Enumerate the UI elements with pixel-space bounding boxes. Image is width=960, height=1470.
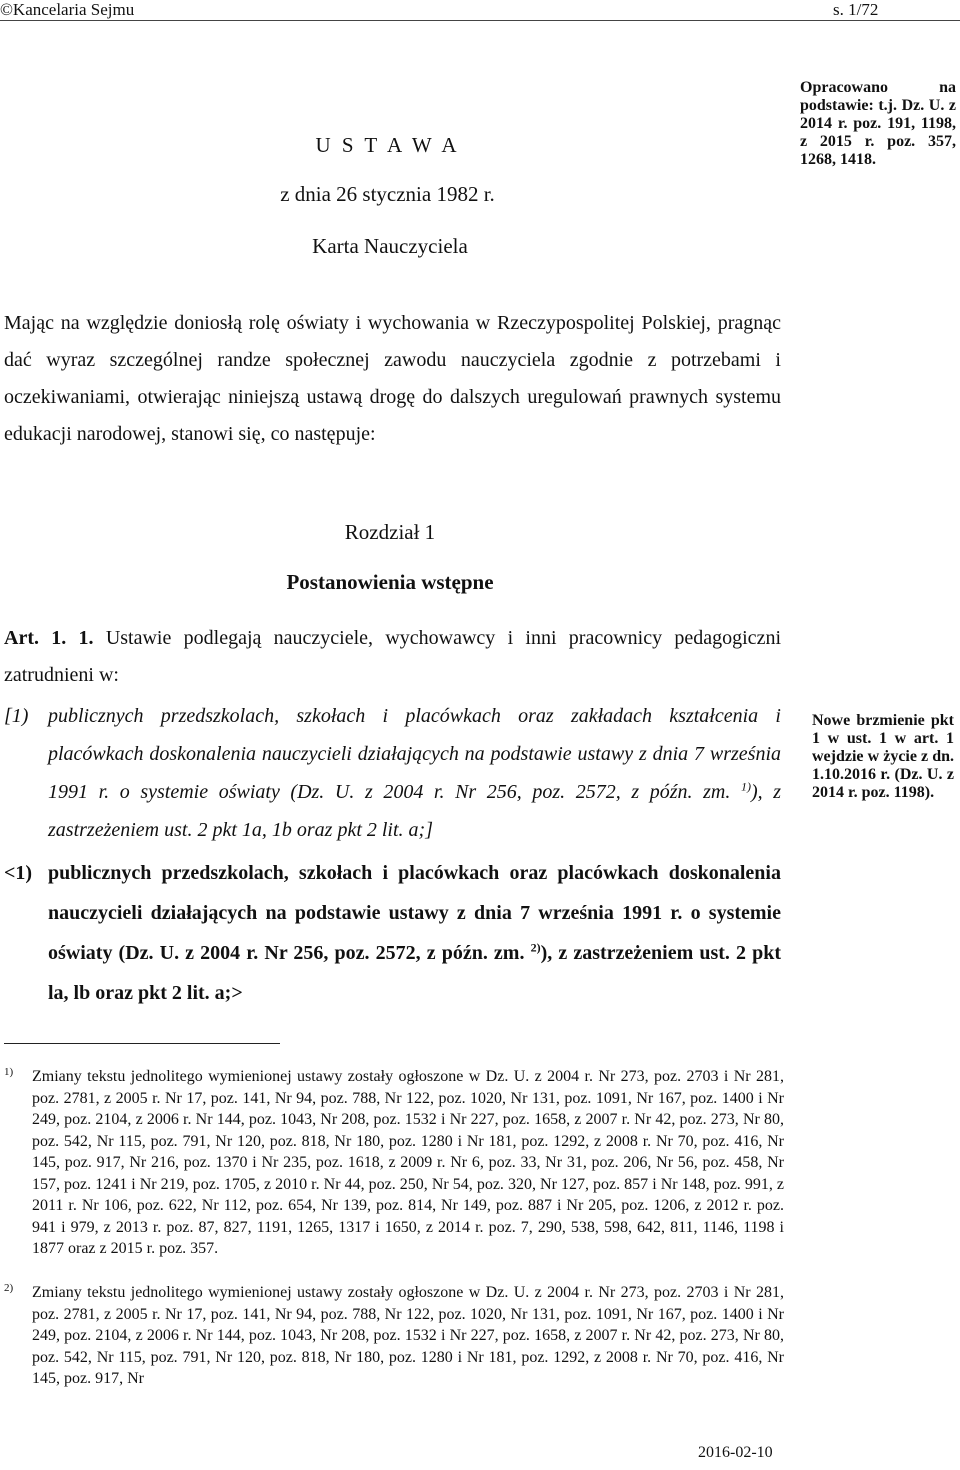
article-text: Ustawie podlegają nauczyciele, wychowawcy i inni pracownicy pedagogiczni zatrudnieni w: xyxy=(4,627,781,686)
article-1 xyxy=(4,620,781,694)
footnote-2-number: 2) xyxy=(4,1282,14,1294)
footnote-2 xyxy=(4,1282,784,1390)
item-new-text: publicznych przedszkolach, szkołach i placówkach oraz placówkach doskonalenia nauczycieli działających na podstawie ustawy z dnia 7 września 1991 r. o systemie oświaty (Dz. U. z 2004 r. Nr 256, poz. 2572, z późn. zm. xyxy=(48,862,781,964)
header-divider xyxy=(0,20,960,21)
source-sidenote: Opracowano na podstawie: t.j. Dz. U. z 2014 r. poz. 191, 1198, z 2015 r. poz. 357, 1268, 1418. xyxy=(800,79,956,168)
item-new-marker: <1) xyxy=(4,862,33,884)
footnote-1-text: Zmiany tekstu jednolitego wymienionej ustawy zostały ogłoszone w Dz. U. z 2004 r. Nr 273, poz. 2703 i Nr 281, poz. 2781, z 2005 r. Nr 17, poz. 141, Nr 94, poz. 788, Nr 122, poz. 1020, Nr 131, poz. 1091, Nr 167, poz. 1400 i Nr 249, poz. 2104, z 2006 r. Nr 144, poz. 1043, Nr 208, poz. 1532 i Nr 227, poz. 1658, z 2007 r. Nr 42, poz. 273, Nr 80, poz. 542, Nr 115, poz. 791, Nr 120, poz. 818, Nr 180, poz. 1280 i Nr 181, poz. 1292, z 2008 r. Nr 70, poz. 416, Nr 145, poz. 917, Nr 216, poz. 1370 i Nr 235, poz. 1618, z 2009 r. Nr 6, poz. 33, Nr 31, poz. 206, Nr 56, poz. 458, Nr 157, poz. 1241 i Nr 219, poz. 1705, z 2010 r. Nr 44, poz. 250, Nr 54, poz. 320, Nr 127, poz. 857 i Nr 148, poz. 991, z 2011 r. Nr 106, poz. 622, Nr 112, poz. 654, Nr 139, poz. 814, Nr 149, poz. 887 i Nr 205, poz. 1206, z 2012 r. poz. 941 i 979, z 2013 r. poz. 87, 827, 1191, 1265, 1317 i 1650, z 2014 r. poz. 7, 290, 538, 598, 642, 811, 1146, 1198 i 1877 oraz z 2015 r. poz. 357. xyxy=(32,1068,784,1257)
act-type: U S T A W A xyxy=(315,133,460,157)
item-old-marker: [1) xyxy=(4,705,29,727)
item-old-version xyxy=(4,697,781,849)
item-new-text-end: ), z zastrzeżeniem ust. 2 pkt la, lb oraz pkt 2 lit. a;> xyxy=(48,942,782,1004)
footnote-divider xyxy=(4,1043,280,1044)
chapter-number: Rozdział 1 xyxy=(344,520,436,544)
item-new-version xyxy=(4,853,781,1013)
footnote-1-number: 1) xyxy=(4,1066,14,1078)
footnote-ref-2[interactable]: 2) xyxy=(530,940,541,955)
footnote-1 xyxy=(4,1066,784,1260)
item-old-text: publicznych przedszkolach, szkołach i placówkach oraz zakładach kształcenia i placówkach doskonalenia nauczycieli działających na podstawie ustawy z dnia 7 września 1991 r. o systemie oświaty (Dz. U. z 2004 r. Nr 256, poz. 2572, z późn. zm. xyxy=(48,705,781,803)
amendment-sidenote: Nowe brzmienie pkt 1 w ust. 1 w art. 1 wejdzie w życie z dn. 1.10.2016 r. (Dz. U. z 2014 r. poz. 1198). xyxy=(812,712,954,801)
footer-date: 2016-02-10 xyxy=(698,1444,773,1461)
act-title: Karta Nauczyciela xyxy=(312,234,468,258)
article-label: Art. 1. 1. xyxy=(4,627,94,649)
chapter-title: Postanowienia wstępne xyxy=(286,570,494,594)
item-old-text-end: ), z zastrzeżeniem ust. 2 pkt 1a, 1b oraz pkt 2 lit. a;] xyxy=(48,781,782,841)
act-date: z dnia 26 stycznia 1982 r. xyxy=(280,182,495,206)
preamble: Mając na względzie doniosłą rolę oświaty i wychowania w Rzeczypospolitej Polskiej, pragnąc dać wyraz szczególnej randze społecznej zawodu nauczyciela zgodnie z potrzebami i oczekiwaniami, otwierając niniejszą ustawą drogę do dalszych uregulowań prawnych systemu edukacji narodowej, stanowi się, co następuje: xyxy=(4,312,781,445)
footnote-2-text: Zmiany tekstu jednolitego wymienionej ustawy zostały ogłoszone w Dz. U. z 2004 r. Nr 273, poz. 2703 i Nr 281, poz. 2781, z 2005 r. Nr 17, poz. 141, Nr 94, poz. 788, Nr 122, poz. 1020, Nr 131, poz. 1091, Nr 167, poz. 1400 i Nr 249, poz. 2104, z 2006 r. Nr 144, poz. 1043, Nr 208, poz. 1532 i Nr 227, poz. 1658, z 2007 r. Nr 42, poz. 273, Nr 80, poz. 542, Nr 115, poz. 791, Nr 120, poz. 818, Nr 180, poz. 1280 i Nr 181, poz. 1292, z 2008 r. Nr 70, poz. 416, Nr 145, poz. 917, Nr xyxy=(32,1284,784,1387)
page-number: s. 1/72 xyxy=(833,0,879,19)
header-source: ©Kancelaria Sejmu xyxy=(0,0,135,19)
footnote-ref-1[interactable]: 1) xyxy=(740,779,751,794)
